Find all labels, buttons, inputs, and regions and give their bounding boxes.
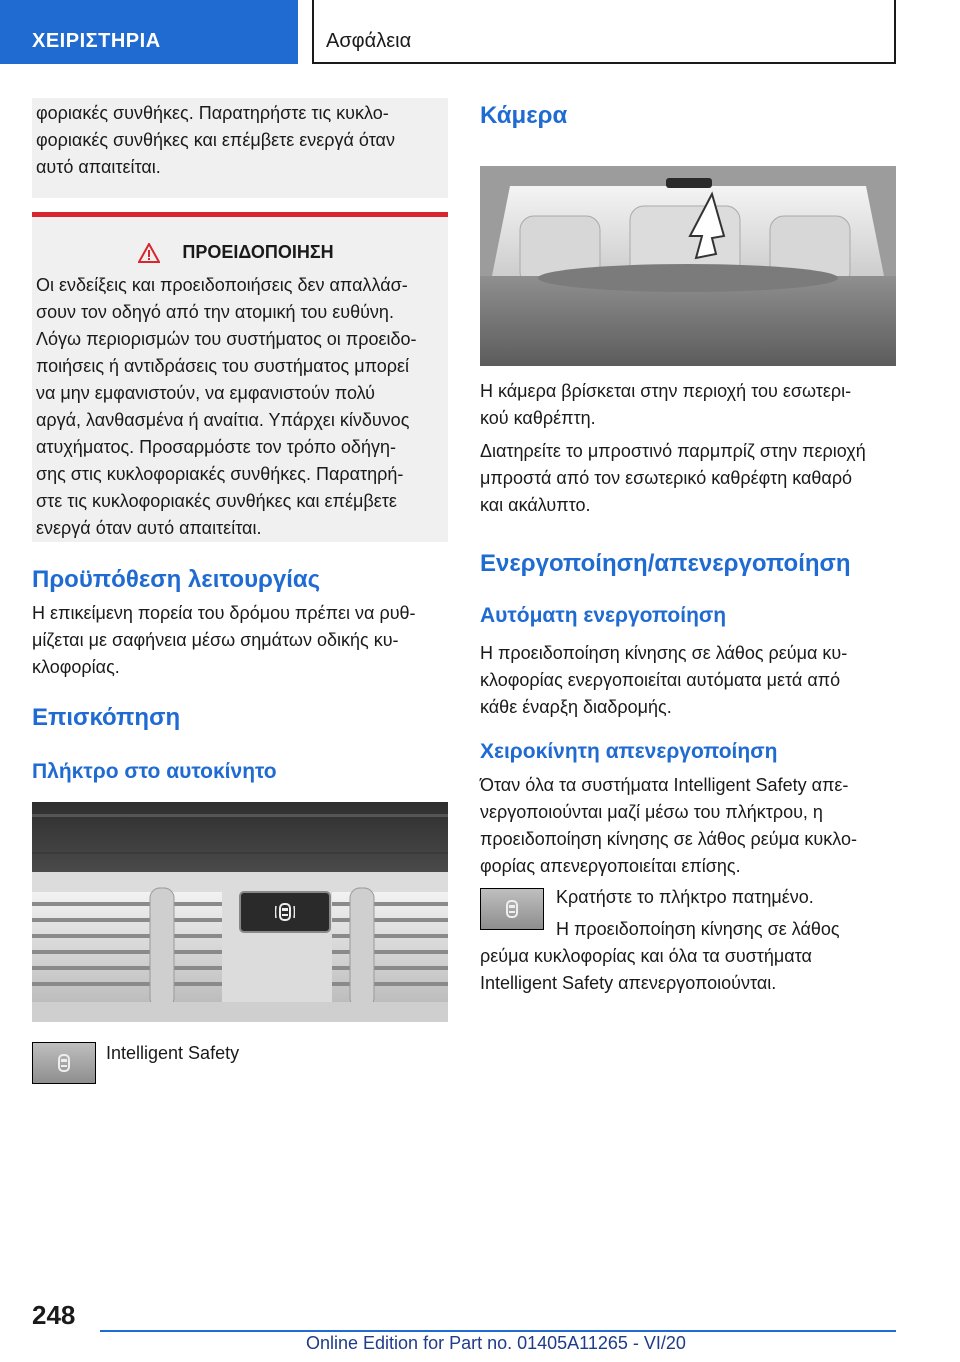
auto-line: κλοφορίας ενεργοποιείται αυτόματα μετά από	[480, 670, 841, 690]
footer-divider	[100, 1330, 896, 1332]
auto-line: Η προειδοποίηση κίνησης σε λάθος ρεύμα κυ-	[480, 643, 848, 663]
prereq-text	[32, 600, 452, 681]
dashboard-illustration	[32, 802, 448, 1022]
intro-line: φοριακές συνθήκες. Παρατηρήστε τις κυκλο-	[36, 103, 389, 123]
camera-line: Η κάμερα βρίσκεται στην περιοχή του εσωτερι-	[480, 381, 852, 401]
chapter-tab: ΧΕΙΡΙΣΤΗΡΙΑ	[0, 0, 298, 64]
warning-triangle-icon	[138, 243, 160, 263]
warning-line: αργά, λανθασμένα ή αναίτια. Υπάρχει κίνδυνος	[36, 410, 410, 430]
warning-line: σουν τον οδηγό από την ατομική του ευθύνη.	[36, 302, 394, 322]
button-caption: Intelligent Safety	[106, 1043, 240, 1063]
intelligent-safety-button	[270, 900, 300, 924]
auto-text	[480, 640, 900, 721]
dashboard-button-photo	[32, 802, 448, 1022]
camera-line: μπροστά από τον εσωτερικό καθρέφτη καθαρό	[480, 468, 853, 488]
camera-line: Διατηρείτε το μπροστινό παρμπρίζ στην περιοχή	[480, 441, 866, 461]
manual-line: νεργοποιούνται μαζί μέσω του πλήκτρου, η	[480, 802, 823, 822]
manual-heading: Χειροκίνητη απενεργοποίηση	[480, 740, 778, 763]
warning-box	[32, 212, 448, 542]
manual-text	[480, 772, 900, 880]
warning-line: Λόγω περιορισμών του συστήματος οι προειδο-	[36, 329, 417, 349]
warning-heading	[36, 239, 436, 266]
button-heading: Πλήκτρο στο αυτοκίνητο	[32, 760, 277, 783]
manual-line: Όταν όλα τα συστήματα Intelligent Safety απε-	[480, 775, 849, 795]
camera-location-photo	[480, 166, 896, 366]
result-line: ρεύμα κυκλοφορίας και όλα τα συστήματα	[480, 946, 812, 966]
result-text	[480, 916, 900, 997]
warning-line: να μην εμφανιστούν, να εμφανιστούν πολύ	[36, 383, 376, 403]
edition-text: Online Edition for Part no. 01405A11265 - VI/20	[306, 1333, 686, 1353]
intro-box	[32, 98, 448, 198]
camera-line: και ακάλυπτο.	[480, 495, 591, 515]
intelligent-safety-key-icon	[32, 1042, 96, 1084]
prereq-heading: Προϋπόθεση λειτουργίας	[32, 566, 321, 593]
warning-line: Οι ενδείξεις και προειδοποιήσεις δεν απαλλάσ-	[36, 275, 408, 295]
warning-title: ΠΡΟΕΙΔΟΠΟΙΗΣΗ	[182, 242, 334, 262]
section-title: Ασφάλεια	[312, 0, 896, 64]
warning-line: σης στις κυκλοφοριακές συνθήκες. Παρατηρή-	[36, 464, 404, 484]
press-text: Κρατήστε το πλήκτρο πατημένο.	[556, 887, 814, 907]
car-safety-icon	[54, 1052, 74, 1074]
prereq-line: Η επικείμενη πορεία του δρόμου πρέπει να ρυθ-	[32, 603, 416, 623]
auto-heading: Αυτόματη ενεργοποίηση	[480, 604, 727, 627]
warning-line: ενεργά όταν αυτό απαιτείται.	[36, 518, 262, 538]
warning-line: στε τις κυκλοφοριακές συνθήκες και επέμβετε	[36, 491, 397, 511]
camera-heading: Κάμερα	[480, 102, 568, 129]
camera-paragraph-1	[480, 378, 900, 432]
manual-line: φορίας απενεργοποιείται επίσης.	[480, 856, 741, 876]
auto-line: κάθε έναρξη διαδρομής.	[480, 697, 672, 717]
manual-line: προειδοποίηση κίνησης σε λάθος ρεύμα κυκλο-	[480, 829, 858, 849]
camera-paragraph-2	[480, 438, 900, 519]
page-number: 248	[32, 1300, 76, 1330]
warning-line: ατυχήματος. Προσαρμόστε τον τρόπο οδήγη-	[36, 437, 396, 457]
overview-heading: Επισκόπηση	[32, 704, 181, 731]
result-line: Η προειδοποίηση κίνησης σε λάθος	[556, 919, 840, 939]
warning-line: ποιήσεις ή αντιδράσεις του συστήματος μπορεί	[36, 356, 410, 376]
intro-line: αυτό απαιτείται.	[36, 157, 161, 177]
prereq-line: κλοφορίας.	[32, 657, 120, 677]
result-line: Intelligent Safety απενεργοποιούνται.	[480, 973, 777, 993]
onoff-heading: Ενεργοποίηση/απενεργοποίηση	[480, 550, 851, 577]
cabin-illustration	[480, 166, 896, 366]
camera-line: κού καθρέπτη.	[480, 408, 596, 428]
car-safety-icon	[275, 901, 295, 923]
prereq-line: μίζεται με σαφήνεια μέσω σημάτων οδικής κυ-	[32, 630, 399, 650]
intro-line: φοριακές συνθήκες και επέμβετε ενεργά όταν	[36, 130, 395, 150]
